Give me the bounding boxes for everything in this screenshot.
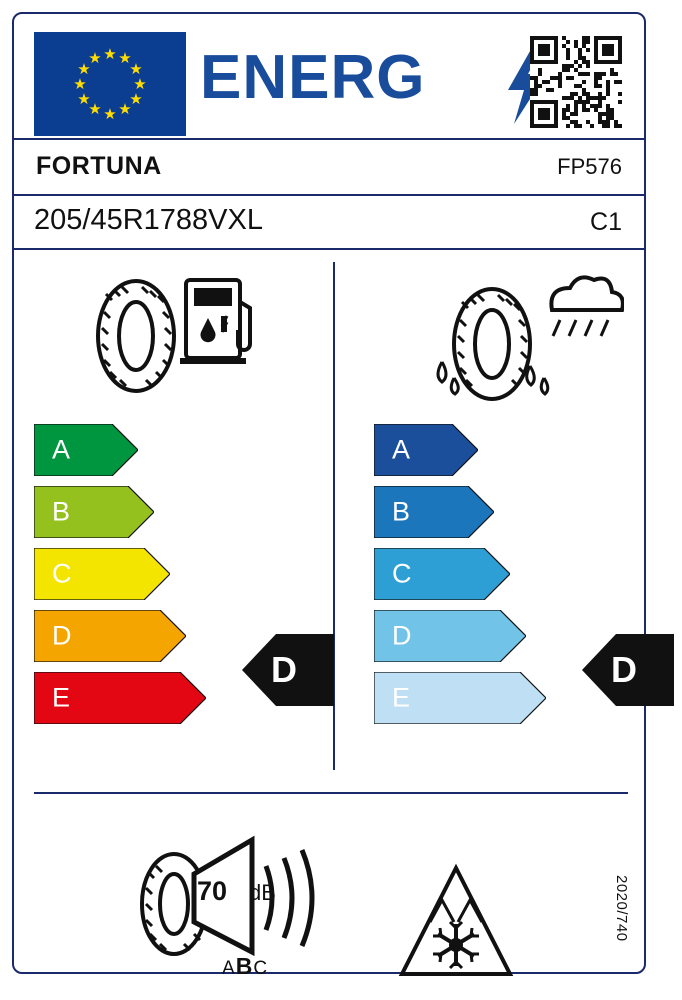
- eu-star-icon: ★: [129, 60, 143, 78]
- grade-bar: [374, 672, 554, 724]
- noise-class-c: C: [253, 958, 269, 979]
- grade-letter: A: [392, 434, 411, 465]
- grade-bar: [34, 424, 214, 476]
- noise-class-scale: [222, 953, 268, 980]
- wet-grip-pictogram: [414, 266, 624, 416]
- eu-star-icon: ★: [77, 90, 91, 108]
- grade-bar: [374, 486, 554, 538]
- noise-unit: dB: [249, 880, 276, 905]
- eu-flag-icon: [34, 32, 186, 136]
- grade-letter: E: [52, 682, 71, 713]
- wet-grip-grades: [374, 424, 554, 734]
- grade-letter: E: [392, 682, 411, 713]
- eu-star-icon: ★: [88, 49, 102, 67]
- eu-star-icon: ★: [88, 101, 102, 119]
- tyre-icon: [98, 281, 174, 391]
- brand-row: [14, 140, 644, 192]
- eu-star-icon: ★: [103, 105, 117, 123]
- energy-label: [12, 12, 646, 979]
- noise-value: 70: [197, 876, 228, 906]
- brand-code: FP576: [557, 154, 622, 179]
- result-letter: D: [611, 649, 637, 690]
- grade-letter: C: [52, 558, 72, 589]
- eu-star-icon: ★: [103, 45, 117, 63]
- tyre-size-row: [14, 196, 644, 244]
- eu-star-icon: ★: [133, 75, 147, 93]
- grade-letter: D: [52, 620, 72, 651]
- grade-letter: B: [52, 496, 71, 527]
- page-title: ENERG: [200, 43, 426, 112]
- result-letter: D: [271, 649, 297, 690]
- fuel-result-badge: [242, 634, 334, 706]
- divider-size: [14, 248, 644, 250]
- grade-bar: [34, 486, 214, 538]
- tyre-wet-icon: [438, 289, 548, 399]
- grade-bar: [34, 672, 214, 724]
- grade-bar: [374, 610, 554, 662]
- grade-letter: B: [392, 496, 411, 527]
- tyre-size: 205/45R1788VXL: [34, 204, 263, 236]
- grade-letter: D: [392, 620, 412, 651]
- eu-star-icon: ★: [129, 90, 143, 108]
- label-header: [14, 14, 644, 136]
- grade-letter: A: [52, 434, 71, 465]
- eu-star-icon: ★: [118, 49, 132, 67]
- eu-star-icon: ★: [77, 60, 91, 78]
- grade-bar: [374, 548, 554, 600]
- fuel-pump-icon: [180, 280, 250, 364]
- rain-cloud-icon: [551, 277, 623, 336]
- noise-class-a: A: [222, 958, 236, 979]
- grade-bar: [374, 424, 554, 476]
- fuel-pictogram: [84, 266, 274, 396]
- noise-class-b: B: [235, 953, 254, 979]
- qr-code-icon: [530, 36, 622, 128]
- grade-bar: [34, 548, 214, 600]
- snow-grip-pictogram: [396, 862, 516, 980]
- three-peak-snowflake-icon: [402, 868, 510, 974]
- grade-letter: C: [392, 558, 412, 589]
- label-date: 2020/740: [613, 875, 630, 942]
- wet-result-badge: [582, 634, 674, 706]
- eu-star-icon: ★: [73, 75, 87, 93]
- divider-bottom: [34, 792, 628, 794]
- brand-name: FORTUNA: [36, 152, 162, 180]
- fuel-efficiency-grades: [34, 424, 214, 734]
- grade-bar: [34, 610, 214, 662]
- eu-star-icon: ★: [118, 101, 132, 119]
- tyre-class: C1: [590, 208, 622, 236]
